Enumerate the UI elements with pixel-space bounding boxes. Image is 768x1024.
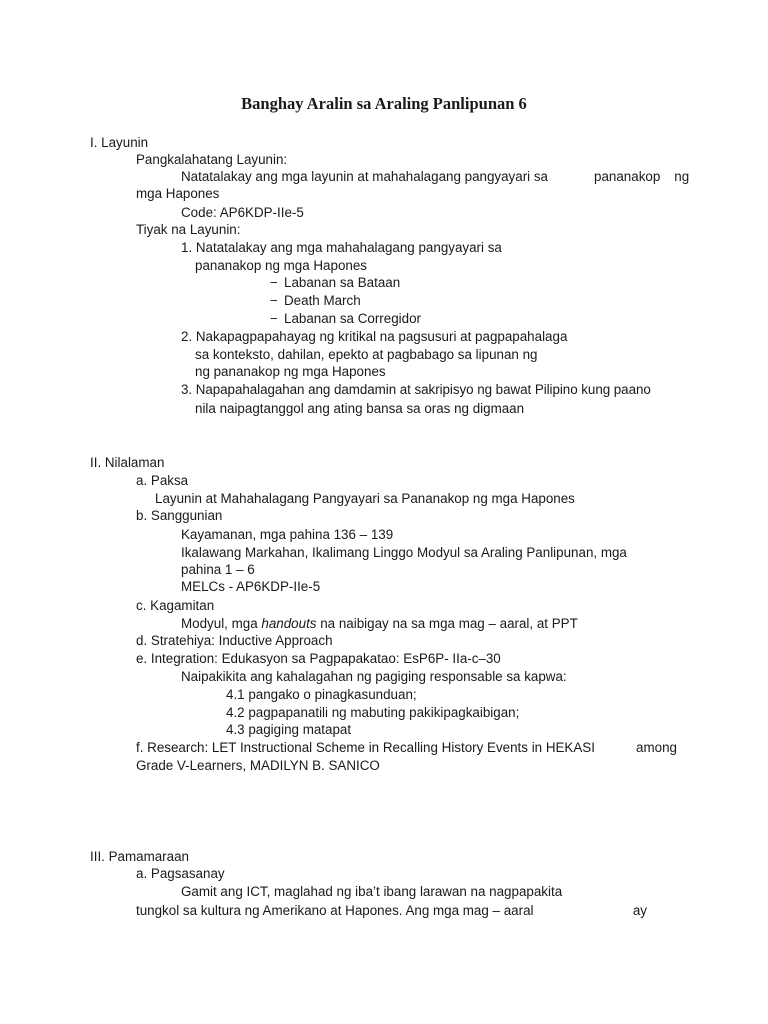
- reference-item: MELCs - AP6KDP-IIe-5: [181, 579, 321, 594]
- general-objective-word: pananakop: [594, 169, 661, 184]
- objective-item-3: 3. Napapahalagahan ang damdamin at sakripisyo ng bawat Pilipino kung paano: [181, 382, 651, 397]
- section-heading-nilalaman: II. Nilalaman: [90, 455, 165, 470]
- content-research: f. Research: LET Instructional Scheme in Recalling History Events in HEKASI among: [136, 740, 677, 755]
- document-title: Banghay Aralin sa Araling Panlipunan 6: [241, 94, 527, 113]
- objective-code: Code: AP6KDP-IIe-5: [181, 205, 304, 220]
- list-item: − Labanan sa Bataan: [270, 275, 401, 290]
- content-label-paksa: a. Paksa: [136, 473, 189, 488]
- objective-item-1-cont: pananakop ng mga Hapones: [195, 258, 367, 273]
- procedure-text-cont: tungkol sa kultura ng Amerikano at Hapones. Ang mga mag – aaral ay: [136, 903, 647, 918]
- reference-item: Ikalawang Markahan, Ikalimang Linggo Modyul sa Araling Panlipunan, mga: [181, 545, 627, 560]
- objective-item-1: 1. Natatalakay ang mga mahahalagang pangyayari sa: [181, 240, 502, 255]
- content-research-cont: Grade V-Learners, MADILYN B. SANICO: [136, 758, 380, 773]
- materials-handouts: handouts: [261, 616, 317, 631]
- content-integration: e. Integration: Edukasyon sa Pagpapakatao: EsP6P- IIa-c–30: [136, 651, 501, 666]
- procedure-text: Gamit ang ICT, maglahad ng iba’t ibang larawan na nagpapakita: [181, 884, 563, 899]
- list-item: 4.3 pagiging matapat: [226, 722, 352, 737]
- materials-text: Modyul, mga handouts na naibigay na sa mga mag – aaral, at PPT: [181, 616, 578, 631]
- list-item: 4.2 pagpapanatili ng mabuting pakikipagkaibigan;: [226, 705, 520, 720]
- list-item: − Labanan sa Corregidor: [270, 311, 421, 326]
- reference-item: Kayamanan, mga pahina 136 – 139: [181, 527, 394, 542]
- content-strategy: d. Stratehiya: Inductive Approach: [136, 633, 333, 648]
- general-objective-text-start: Natatalakay ang mga layunin at mahahalagang pangyayari sa: [181, 169, 549, 184]
- objective-item-2-cont: ng pananakop ng mga Hapones: [195, 364, 386, 379]
- general-objective-text-cont: mga Hapones: [136, 186, 220, 201]
- reference-item-cont: pahina 1 – 6: [181, 562, 255, 577]
- objective-item-2-cont: sa konteksto, dahilan, epekto at pagbabago sa lipunan ng: [195, 347, 538, 362]
- specific-objective-label: Tiyak na Layunin:: [136, 222, 241, 237]
- general-objective-text: [181, 168, 690, 185]
- list-item: − Death March: [270, 293, 361, 308]
- content-label-sanggunian: b. Sanggunian: [136, 508, 223, 523]
- objective-item-2: 2. Nakapagpapahayag ng kritikal na pagsusuri at pagpapahalaga: [181, 329, 568, 344]
- section-heading-pamamaraan: III. Pamamaraan: [90, 849, 189, 864]
- section-heading-layunin: I. Layunin: [90, 135, 149, 150]
- objective-item-3-cont: nila naipagtanggol ang ating bansa sa oras ng digmaan: [195, 401, 525, 416]
- procedure-label-pagsasanay: a. Pagsasanay: [136, 866, 225, 881]
- content-text-paksa: Layunin at Mahahalagang Pangyayari sa Pananakop ng mga Hapones: [155, 491, 575, 506]
- general-objective-word: ng: [674, 169, 690, 184]
- list-item: 4.1 pangako o pinagkasunduan;: [226, 687, 417, 702]
- content-label-kagamitan: c. Kagamitan: [136, 598, 215, 613]
- general-objective-label: Pangkalahatang Layunin:: [136, 152, 288, 167]
- integration-subtext: Naipakikita ang kahalagahan ng pagiging responsable sa kapwa:: [181, 669, 567, 684]
